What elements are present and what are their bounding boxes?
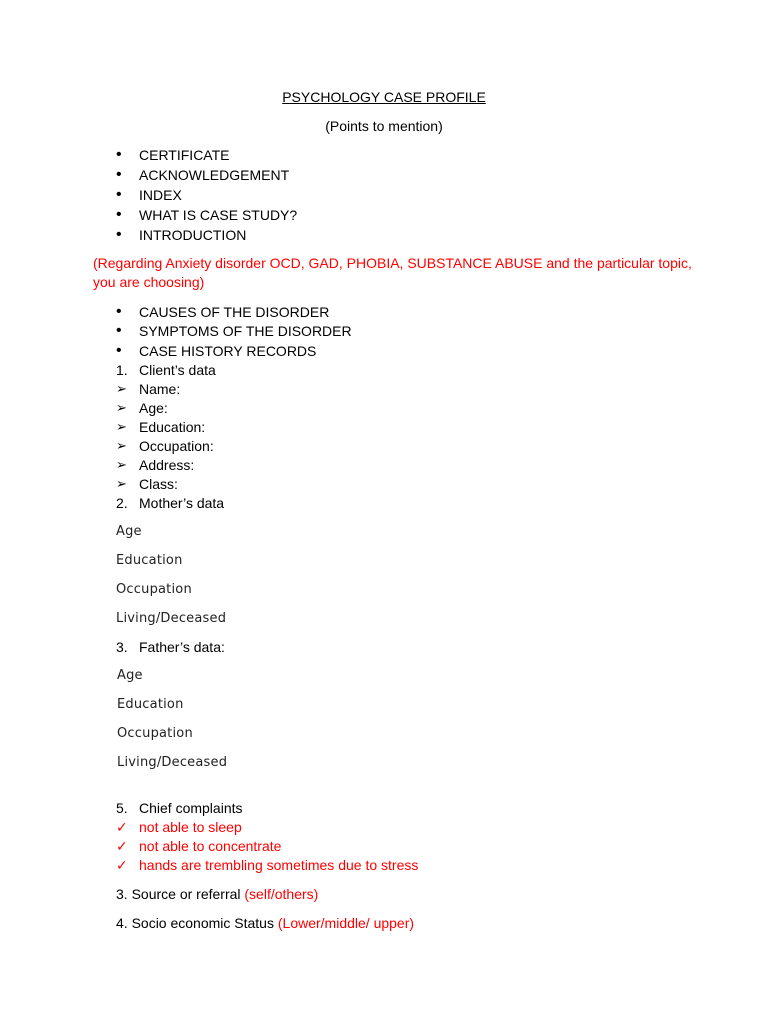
arrow-bullet-icon: ➢: [116, 419, 127, 434]
bullet-icon: •: [116, 166, 122, 183]
checkmark-icon: ✓: [116, 838, 128, 854]
list-number: 2.: [116, 495, 128, 511]
father-field: Occupation: [117, 726, 193, 741]
list-number: 1.: [116, 362, 128, 378]
father-field: Age: [117, 668, 143, 683]
bullet-icon: •: [116, 226, 122, 243]
document-title: PSYCHOLOGY CASE PROFILE: [282, 89, 486, 105]
bullet-icon: •: [116, 342, 122, 359]
note-line-2: you are choosing): [93, 274, 205, 290]
father-field: Living/Deceased: [117, 755, 228, 770]
bullet-icon: •: [116, 303, 122, 320]
document-subtitle: (Points to mention): [325, 118, 443, 134]
arrow-bullet-icon: ➢: [116, 381, 127, 396]
socio-options: (Lower/middle/ upper): [277, 915, 415, 931]
list-number: 3.: [116, 639, 128, 655]
arrow-bullet-icon: ➢: [116, 476, 127, 491]
checkmark-icon: ✓: [116, 819, 128, 835]
bullet-icon: •: [116, 186, 122, 203]
note-line-1: (Regarding Anxiety disorder OCD, GAD, PHOBIA, SUBSTANCE ABUSE and the particular topic,: [93, 255, 692, 271]
bullet-icon: •: [116, 206, 122, 223]
arrow-bullet-icon: ➢: [116, 400, 127, 415]
checkmark-icon: ✓: [116, 857, 128, 873]
socio-economic-line: 4. Socio economic Status (Lower/middle/ upper): [116, 915, 415, 931]
list-number: 5.: [116, 800, 128, 816]
source-referral-line: 3. Source or referral (self/others): [116, 886, 319, 902]
arrow-bullet-icon: ➢: [116, 438, 127, 453]
mother-field: Occupation: [116, 582, 192, 597]
mother-field: Age: [116, 524, 142, 539]
bullet-icon: •: [116, 322, 122, 339]
document-page: PSYCHOLOGY CASE PROFILE (Points to mention) • CERTIFICATE • ACKNOWLEDGEMENT • INDEX • WHAT IS CASE STUDY? • INTRODUCTION (Regarding Anxiety disorder OCD, GAD, PHOBIA, SUBSTANCE ABUSE and the particular topic, you are choosing) • CAUSES OF THE DISORDER • SYMPTOMS OF THE DISORDER • CASE HISTORY RECORDS 1. Client’s data ➢ Name: ➢ Age: ➢ Education: ➢ Occupation: ➢ Address: ➢ Class: 2. Mother’s data Age Education Occupation Living/Deceased 3. Father’s data: Age Education Occupation Living/Deceased 5. Chief complaints ✓ not able to sleep ✓ not able to concentrate ✓ hands are trembling sometimes due to stress 3. Source or referral (self/others) 4. Socio economic Status (Lower/middle/ upper): [0, 0, 768, 1024]
source-options: (self/others): [244, 886, 319, 902]
mother-field: Living/Deceased: [116, 611, 227, 626]
bullet-icon: •: [116, 146, 122, 163]
arrow-bullet-icon: ➢: [116, 457, 127, 472]
mother-field: Education: [116, 553, 183, 568]
father-field: Education: [117, 697, 184, 712]
